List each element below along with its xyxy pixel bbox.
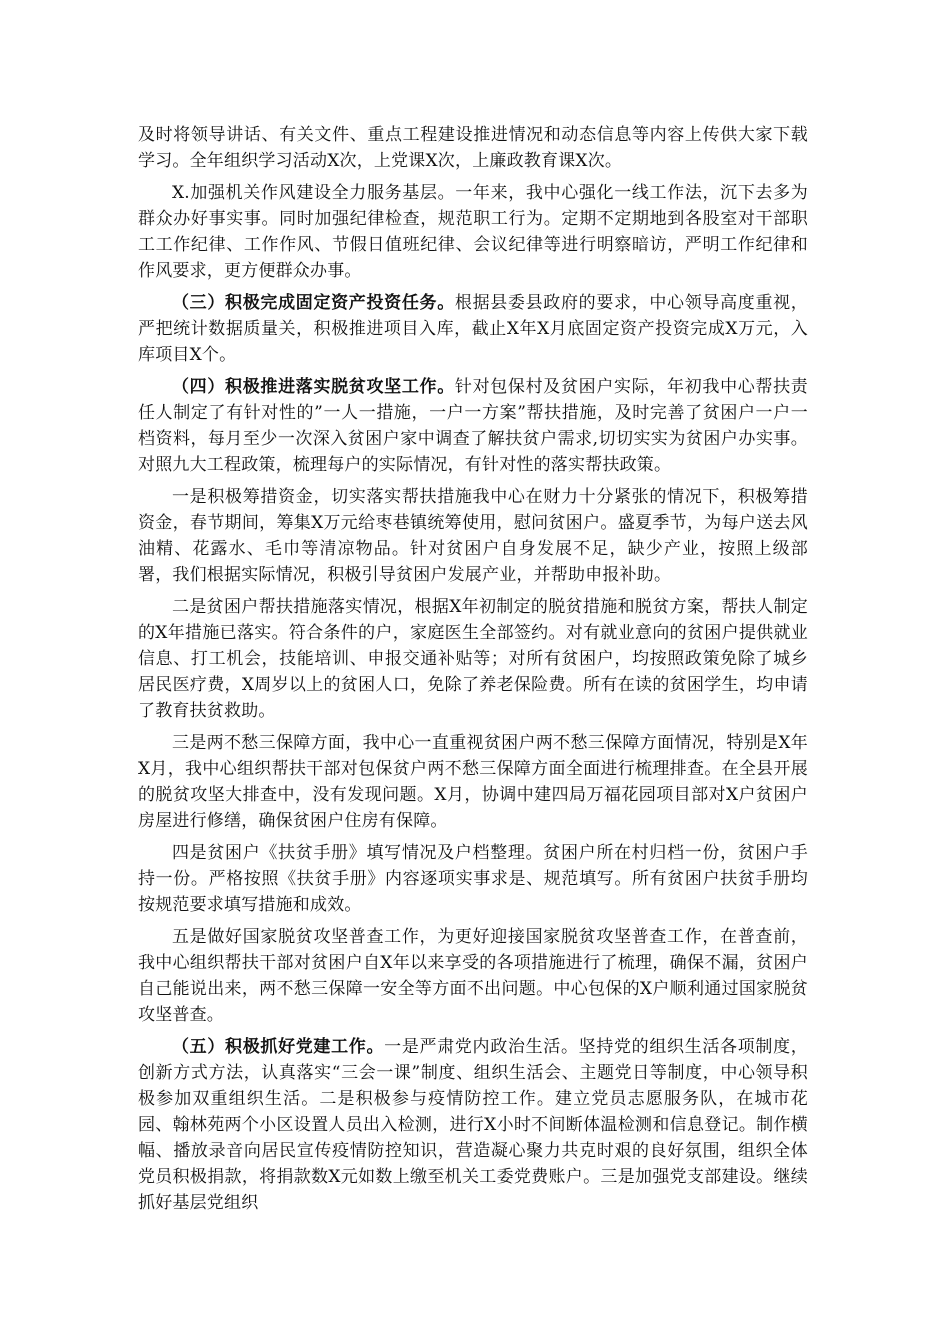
paragraph-text: 二是贫困户帮扶措施落实情况，根据X年初制定的脱贫措施和脱贫方案，帮扶人制定的X年措施已落实。符合条件的户，家庭医生全部签约。对有就业意向的贫困户提供就业信息、打工机会，技能培训、申报交通补贴等；对所有贫困户，均按照政策免除了城乡居民医疗费，X周岁以上的贫困人口，免除了养老保险费。所有在读的贫困学生，均申请了教育扶贫救助。 [138, 597, 808, 721]
paragraph-point-1 [138, 484, 808, 588]
paragraph-section-4 [138, 374, 808, 478]
paragraph-continued [138, 122, 808, 174]
paragraph-point-2 [138, 594, 808, 724]
paragraph-text: 根据县委县政府的要求，中心领导高度重视，严把统计数据质量关，积极推进项目入库，截止X年X月底固定资产投资完成X万元，入库项目X个。 [138, 293, 809, 365]
section-heading: （三）积极完成固定资产投资任务。 [172, 293, 455, 313]
paragraph-section-5 [138, 1034, 808, 1216]
paragraph-point-4 [138, 840, 808, 918]
section-heading: （五）积极抓好党建工作。 [172, 1037, 385, 1057]
paragraph-section-3 [138, 290, 808, 368]
paragraph-text: 三是两不愁三保障方面，我中心一直重视贫困户两不愁三保障方面情况，特别是X年X月，我中心组织帮扶干部对包保贫户两不愁三保障方面全面进行梳理排查。在全县开展的脱贫攻坚大排查中，没有发现问题。X月，协调中建四局万福花园项目部对X户贫困户房屋进行修缮，确保贫困户住房有保障。 [138, 733, 808, 831]
paragraph-point-5 [138, 924, 808, 1028]
paragraph-text: X.加强机关作风建设全力服务基层。一年来，我中心强化一线工作法，沉下去多为群众办好事实事。同时加强纪律检查，规范职工行为。定期不定期地到各股室对干部职工工作纪律、工作作风、节假日值班纪律、会议纪律等进行明察暗访，严明工作纪律和作风要求，更方便群众办事。 [138, 183, 808, 281]
paragraph-text: 及时将领导讲话、有关文件、重点工程建设推进情况和动态信息等内容上传供大家下载学习。全年组织学习活动X次，上党课X次，上廉政教育课X次。 [138, 125, 808, 171]
paragraph-point-3 [138, 730, 808, 834]
paragraph-text: 针对包保村及贫困户实际，年初我中心帮扶责任人制定了有针对性的”一人一措施，一户一方案”帮扶措施，及时完善了贫困户一户一档资料，每月至少一次深入贫困户家中调查了解扶贫户需求,切切实实为贫困户办实事。对照九大工程政策，梳理每户的实际情况，有针对性的落实帮扶政策。 [138, 377, 809, 475]
paragraph-text: 五是做好国家脱贫攻坚普查工作，为更好迎接国家脱贫攻坚普查工作，在普查前，我中心组织帮扶干部对贫困户自X年以来享受的各项措施进行了梳理，确保不漏，贫困户自己能说出来，两不愁三保障一安全等方面不出问题。中心包保的X户顺利通过国家脱贫攻坚普查。 [138, 927, 808, 1025]
document-body [138, 122, 808, 1216]
section-heading: （四）积极推进落实脱贫攻坚工作。 [172, 377, 455, 397]
paragraph-work-style [138, 180, 808, 284]
paragraph-text: 一是严肃党内政治生活。坚持党的组织生活各项制度，创新方式方法，认真落实“三会一课”制度、组织生活会、主题党日等制度，中心领导积极参加双重组织生活。二是积极参与疫情防控工作。建立党员志愿服务队，在城市花园、翰林苑两个小区设置人员出入检测，进行X小时不间断体温检测和信息登记。制作横幅、播放录音向居民宣传疫情防控知识，营造凝心聚力共克时艰的良好氛围，组织全体党员积极捐款，将捐款数X元如数上缴至机关工委党费账户。三是加强党支部建设。继续抓好基层党组织 [138, 1037, 808, 1213]
paragraph-text: 一是积极筹措资金，切实落实帮扶措施我中心在财力十分紧张的情况下，积极筹措资金，春节期间，筹集X万元给枣巷镇统筹使用，慰问贫困户。盛夏季节，为每户送去风油精、花露水、毛巾等清凉物品。针对贫困户自身发展不足，缺少产业，按照上级部署，我们根据实际情况，积极引导贫困户发展产业，并帮助申报补助。 [138, 487, 808, 585]
paragraph-text: 四是贫困户《扶贫手册》填写情况及户档整理。贫困户所在村归档一份，贫困户手持一份。严格按照《扶贫手册》内容逐项实事求是、规范填写。所有贫困户扶贫手册均按规范要求填写措施和成效。 [138, 843, 808, 915]
